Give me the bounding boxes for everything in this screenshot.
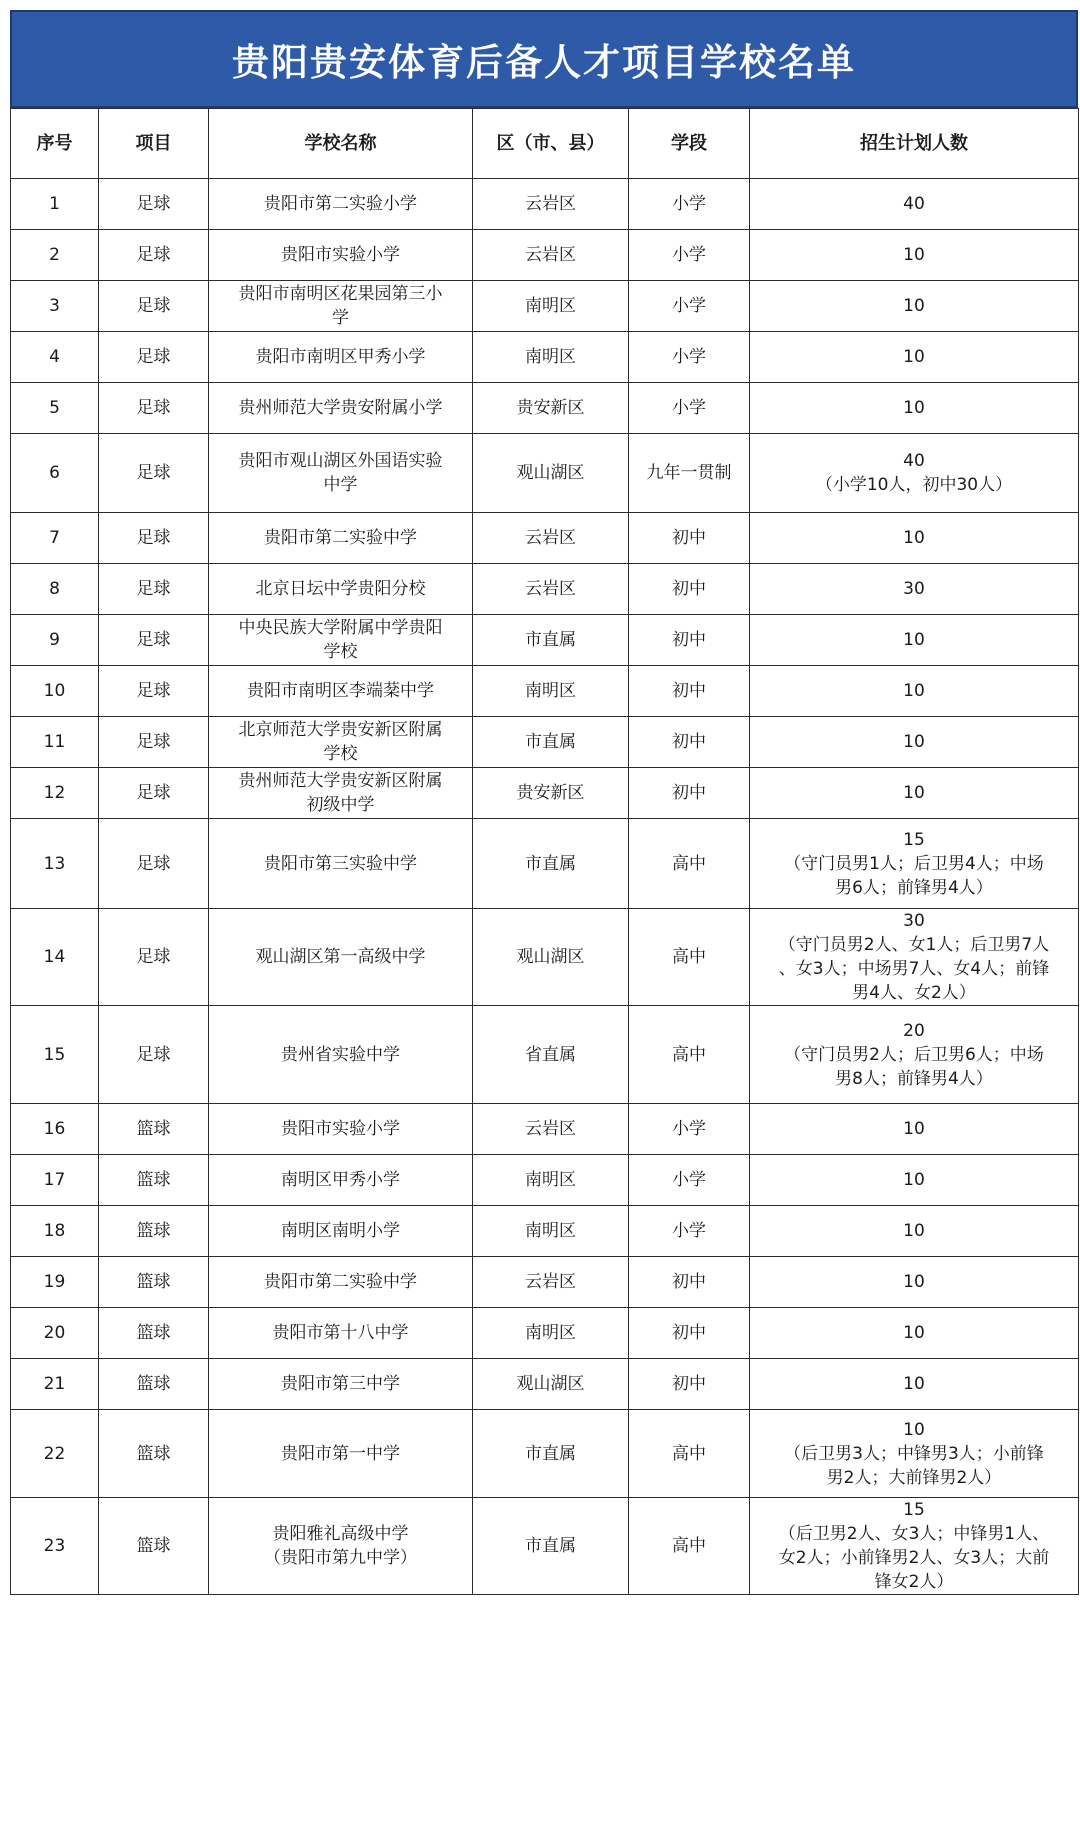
cell-stage: 小学 [629, 1155, 750, 1206]
cell-no: 1 [11, 179, 99, 230]
cell-stage: 高中 [629, 909, 750, 1006]
cell-school [209, 819, 473, 909]
cell-sport: 足球 [99, 1006, 209, 1104]
cell-school [209, 179, 473, 230]
cell-school [209, 717, 473, 768]
cell-no: 12 [11, 768, 99, 819]
cell-no: 18 [11, 1206, 99, 1257]
cell-quota-line: （小学10人，初中30人） [815, 475, 1013, 495]
school-table [10, 108, 1079, 1595]
cell-school [209, 768, 473, 819]
table-row [11, 434, 1079, 513]
cell-school-line: 观山湖区第一高级中学 [255, 947, 426, 967]
cell-quota-line: （守门员男2人、女1人；后卫男7人 [778, 935, 1050, 955]
table-row [11, 1155, 1079, 1206]
cell-district: 云岩区 [473, 179, 629, 230]
cell-school-line: 贵州师范大学贵安新区附属 [238, 771, 443, 791]
cell-quota-line: 10 [903, 783, 925, 803]
cell-quota-line: 30 [903, 579, 925, 599]
table-row [11, 1104, 1079, 1155]
table-row [11, 1498, 1079, 1595]
cell-quota-line: 男8人；前锋男4人） [835, 1068, 993, 1089]
cell-quota [750, 717, 1079, 768]
cell-district: 南明区 [473, 281, 629, 332]
cell-school-line: 贵阳市实验小学 [281, 245, 400, 265]
table-row [11, 383, 1079, 434]
cell-school [209, 1410, 473, 1498]
cell-quota [750, 383, 1079, 434]
cell-sport: 篮球 [99, 1257, 209, 1308]
cell-quota-line: 15 [903, 829, 925, 850]
cell-no: 3 [11, 281, 99, 332]
cell-no: 2 [11, 230, 99, 281]
cell-sport: 篮球 [99, 1308, 209, 1359]
cell-quota-line: 10 [903, 681, 925, 701]
cell-quota [750, 909, 1079, 1006]
cell-district: 南明区 [473, 1206, 629, 1257]
cell-quota [750, 1006, 1079, 1104]
table-row [11, 909, 1079, 1006]
cell-sport: 足球 [99, 717, 209, 768]
cell-quota-line: 10 [903, 1221, 925, 1241]
cell-quota-line: 30 [903, 911, 925, 931]
header-row [11, 109, 1079, 179]
cell-quota-line: 10 [903, 630, 925, 650]
cell-district: 市直属 [473, 819, 629, 909]
table-row [11, 666, 1079, 717]
cell-quota-line: （后卫男3人；中锋男3人；小前锋 [784, 1443, 1044, 1464]
table-row [11, 281, 1079, 332]
cell-school [209, 615, 473, 666]
cell-district: 云岩区 [473, 564, 629, 615]
cell-school-line: 南明区南明小学 [281, 1221, 400, 1241]
cell-quota-line: 、女3人；中场男7人、女4人；前锋 [778, 959, 1050, 979]
cell-sport: 足球 [99, 666, 209, 717]
cell-stage: 初中 [629, 513, 750, 564]
header-school: 学校名称 [209, 109, 473, 179]
cell-school-line: 南明区甲秀小学 [281, 1170, 400, 1190]
table-row [11, 1359, 1079, 1410]
cell-sport: 篮球 [99, 1206, 209, 1257]
cell-school-line: 贵阳雅礼高级中学 [272, 1524, 409, 1544]
cell-school-line: 贵阳市南明区李端棻中学 [247, 681, 434, 701]
header-sport: 项目 [99, 109, 209, 179]
cell-district: 市直属 [473, 615, 629, 666]
cell-quota-line: 15 [903, 1500, 925, 1520]
cell-quota [750, 768, 1079, 819]
cell-school [209, 1257, 473, 1308]
cell-school [209, 1359, 473, 1410]
cell-sport: 足球 [99, 615, 209, 666]
cell-quota-line: 10 [903, 296, 925, 316]
cell-stage: 高中 [629, 819, 750, 909]
cell-stage: 高中 [629, 1410, 750, 1498]
cell-quota-line: 10 [903, 347, 925, 367]
cell-no: 22 [11, 1410, 99, 1498]
cell-school [209, 1104, 473, 1155]
cell-sport: 足球 [99, 179, 209, 230]
table-row [11, 564, 1079, 615]
cell-school-line: 贵阳市第三中学 [281, 1374, 400, 1394]
cell-stage: 小学 [629, 281, 750, 332]
cell-stage: 小学 [629, 230, 750, 281]
cell-stage: 初中 [629, 666, 750, 717]
cell-stage: 小学 [629, 1206, 750, 1257]
table-row [11, 230, 1079, 281]
cell-stage: 初中 [629, 564, 750, 615]
cell-district: 云岩区 [473, 230, 629, 281]
cell-school [209, 513, 473, 564]
cell-stage: 初中 [629, 1257, 750, 1308]
cell-sport: 篮球 [99, 1155, 209, 1206]
cell-no: 13 [11, 819, 99, 909]
cell-quota-line: 锋女2人） [874, 1572, 954, 1592]
cell-school-line: 贵阳市第二实验小学 [264, 194, 417, 214]
cell-no: 16 [11, 1104, 99, 1155]
cell-school [209, 1155, 473, 1206]
cell-no: 17 [11, 1155, 99, 1206]
cell-quota [750, 230, 1079, 281]
cell-district: 观山湖区 [473, 434, 629, 513]
cell-quota-line: 10 [903, 1323, 925, 1343]
cell-school-line: 中学 [323, 475, 358, 495]
cell-sport: 篮球 [99, 1359, 209, 1410]
cell-sport: 足球 [99, 513, 209, 564]
cell-district: 贵安新区 [473, 383, 629, 434]
cell-sport: 足球 [99, 332, 209, 383]
table-row [11, 1206, 1079, 1257]
cell-school-line: 北京师范大学贵安新区附属 [238, 720, 443, 740]
cell-stage: 九年一贯制 [629, 434, 750, 513]
cell-sport: 足球 [99, 909, 209, 1006]
cell-no: 19 [11, 1257, 99, 1308]
cell-stage: 小学 [629, 332, 750, 383]
cell-quota [750, 1257, 1079, 1308]
cell-quota-line: 10 [903, 528, 925, 548]
cell-quota-line: 男2人；大前锋男2人） [826, 1467, 1002, 1488]
header-stage: 学段 [629, 109, 750, 179]
cell-stage: 高中 [629, 1006, 750, 1104]
cell-no: 7 [11, 513, 99, 564]
cell-quota [750, 1410, 1079, 1498]
cell-quota [750, 615, 1079, 666]
table-row [11, 179, 1079, 230]
cell-stage: 初中 [629, 717, 750, 768]
cell-quota-line: （后卫男2人、女3人；中锋男1人、 [778, 1524, 1050, 1544]
header-district: 区（市、县） [473, 109, 629, 179]
cell-school-line: 中央民族大学附属中学贵阳 [238, 618, 443, 638]
cell-school-line: 贵阳市第十八中学 [272, 1323, 409, 1343]
cell-school-line: 贵阳市观山湖区外国语实验 [238, 451, 443, 471]
cell-school [209, 1308, 473, 1359]
cell-school [209, 909, 473, 1006]
cell-quota-line: 10 [903, 1119, 925, 1139]
cell-school-line: 贵阳市实验小学 [281, 1119, 400, 1139]
cell-district: 观山湖区 [473, 909, 629, 1006]
cell-quota [750, 332, 1079, 383]
cell-sport: 足球 [99, 564, 209, 615]
cell-quota [750, 179, 1079, 230]
cell-quota [750, 1104, 1079, 1155]
table-row [11, 1006, 1079, 1104]
cell-school [209, 281, 473, 332]
cell-school-line: （贵阳市第九中学） [264, 1548, 417, 1568]
cell-quota [750, 1359, 1079, 1410]
table-row [11, 717, 1079, 768]
cell-school-line: 贵阳市第二实验中学 [264, 528, 417, 548]
cell-quota-line: 10 [903, 732, 925, 752]
cell-school-line: 学校 [323, 642, 358, 662]
cell-quota-line: 男4人、女2人） [852, 983, 976, 1003]
cell-quota [750, 666, 1079, 717]
cell-quota [750, 564, 1079, 615]
document-title: 贵阳贵安体育后备人才项目学校名单 [232, 41, 856, 84]
title-banner [10, 10, 1078, 108]
cell-sport: 足球 [99, 230, 209, 281]
cell-district: 云岩区 [473, 513, 629, 564]
cell-district: 市直属 [473, 717, 629, 768]
cell-sport: 足球 [99, 281, 209, 332]
cell-no: 11 [11, 717, 99, 768]
cell-quota [750, 434, 1079, 513]
cell-no: 5 [11, 383, 99, 434]
cell-stage: 初中 [629, 1359, 750, 1410]
cell-no: 6 [11, 434, 99, 513]
cell-district: 市直属 [473, 1410, 629, 1498]
cell-school-line: 贵州师范大学贵安附属小学 [238, 398, 443, 418]
table-row [11, 1410, 1079, 1498]
cell-school [209, 1006, 473, 1104]
cell-no: 10 [11, 666, 99, 717]
cell-school [209, 1206, 473, 1257]
cell-school [209, 1498, 473, 1595]
cell-no: 8 [11, 564, 99, 615]
cell-quota [750, 1155, 1079, 1206]
cell-school [209, 434, 473, 513]
table-row [11, 513, 1079, 564]
cell-school [209, 564, 473, 615]
cell-no: 15 [11, 1006, 99, 1104]
cell-sport: 足球 [99, 434, 209, 513]
cell-school [209, 332, 473, 383]
cell-sport: 篮球 [99, 1104, 209, 1155]
document [10, 10, 1078, 1595]
cell-district: 南明区 [473, 1155, 629, 1206]
cell-stage: 初中 [629, 615, 750, 666]
cell-stage: 初中 [629, 1308, 750, 1359]
cell-quota [750, 1308, 1079, 1359]
table-body [11, 179, 1079, 1595]
cell-school-line: 贵阳市南明区花果园第三小 [238, 284, 443, 304]
cell-school [209, 230, 473, 281]
cell-no: 20 [11, 1308, 99, 1359]
cell-district: 市直属 [473, 1498, 629, 1595]
cell-school-line: 贵阳市南明区甲秀小学 [255, 347, 426, 367]
cell-sport: 篮球 [99, 1410, 209, 1498]
cell-stage: 小学 [629, 383, 750, 434]
cell-quota-line: 10 [903, 1419, 925, 1440]
cell-quota [750, 1206, 1079, 1257]
table-row [11, 615, 1079, 666]
cell-quota [750, 819, 1079, 909]
table-row [11, 332, 1079, 383]
cell-stage: 高中 [629, 1498, 750, 1595]
cell-quota-line: （守门员男1人；后卫男4人；中场 [784, 853, 1044, 874]
cell-district: 南明区 [473, 666, 629, 717]
cell-district: 贵安新区 [473, 768, 629, 819]
cell-district: 云岩区 [473, 1104, 629, 1155]
cell-district: 观山湖区 [473, 1359, 629, 1410]
cell-school-line: 初级中学 [306, 795, 375, 815]
table-row [11, 1308, 1079, 1359]
cell-sport: 篮球 [99, 1498, 209, 1595]
cell-quota-line: 10 [903, 1272, 925, 1292]
cell-stage: 小学 [629, 1104, 750, 1155]
cell-quota-line: 40 [903, 451, 925, 471]
cell-sport: 足球 [99, 819, 209, 909]
cell-quota-line: 女2人；小前锋男2人、女3人；大前 [778, 1548, 1050, 1568]
cell-district: 南明区 [473, 1308, 629, 1359]
cell-stage: 初中 [629, 768, 750, 819]
cell-quota-line: 10 [903, 1170, 925, 1190]
cell-quota-line: 10 [903, 398, 925, 418]
cell-quota [750, 513, 1079, 564]
cell-school [209, 666, 473, 717]
cell-district: 省直属 [473, 1006, 629, 1104]
cell-quota-line: 10 [903, 245, 925, 265]
table-row [11, 1257, 1079, 1308]
table-row [11, 768, 1079, 819]
cell-school-line: 学 [332, 308, 349, 328]
cell-quota-line: 40 [903, 194, 925, 214]
header-quota: 招生计划人数 [750, 109, 1079, 179]
cell-quota-line: 男6人；前锋男4人） [835, 877, 993, 898]
cell-school-line: 贵阳市第二实验中学 [264, 1272, 417, 1292]
cell-no: 9 [11, 615, 99, 666]
cell-quota-line: 10 [903, 1374, 925, 1394]
cell-school-line: 贵州省实验中学 [281, 1044, 400, 1065]
cell-school-line: 贵阳市第一中学 [281, 1443, 400, 1464]
cell-school [209, 383, 473, 434]
cell-school-line: 北京日坛中学贵阳分校 [255, 579, 426, 599]
cell-quota [750, 1498, 1079, 1595]
cell-quota-line: 20 [903, 1020, 925, 1041]
header-no: 序号 [11, 109, 99, 179]
cell-no: 4 [11, 332, 99, 383]
cell-quota [750, 281, 1079, 332]
cell-no: 23 [11, 1498, 99, 1595]
cell-district: 云岩区 [473, 1257, 629, 1308]
cell-district: 南明区 [473, 332, 629, 383]
cell-school-line: 学校 [323, 744, 358, 764]
cell-stage: 小学 [629, 179, 750, 230]
table-row [11, 819, 1079, 909]
cell-school-line: 贵阳市第三实验中学 [264, 853, 417, 874]
cell-no: 21 [11, 1359, 99, 1410]
cell-sport: 足球 [99, 383, 209, 434]
cell-sport: 足球 [99, 768, 209, 819]
cell-no: 14 [11, 909, 99, 1006]
cell-quota-line: （守门员男2人；后卫男6人；中场 [784, 1044, 1044, 1065]
